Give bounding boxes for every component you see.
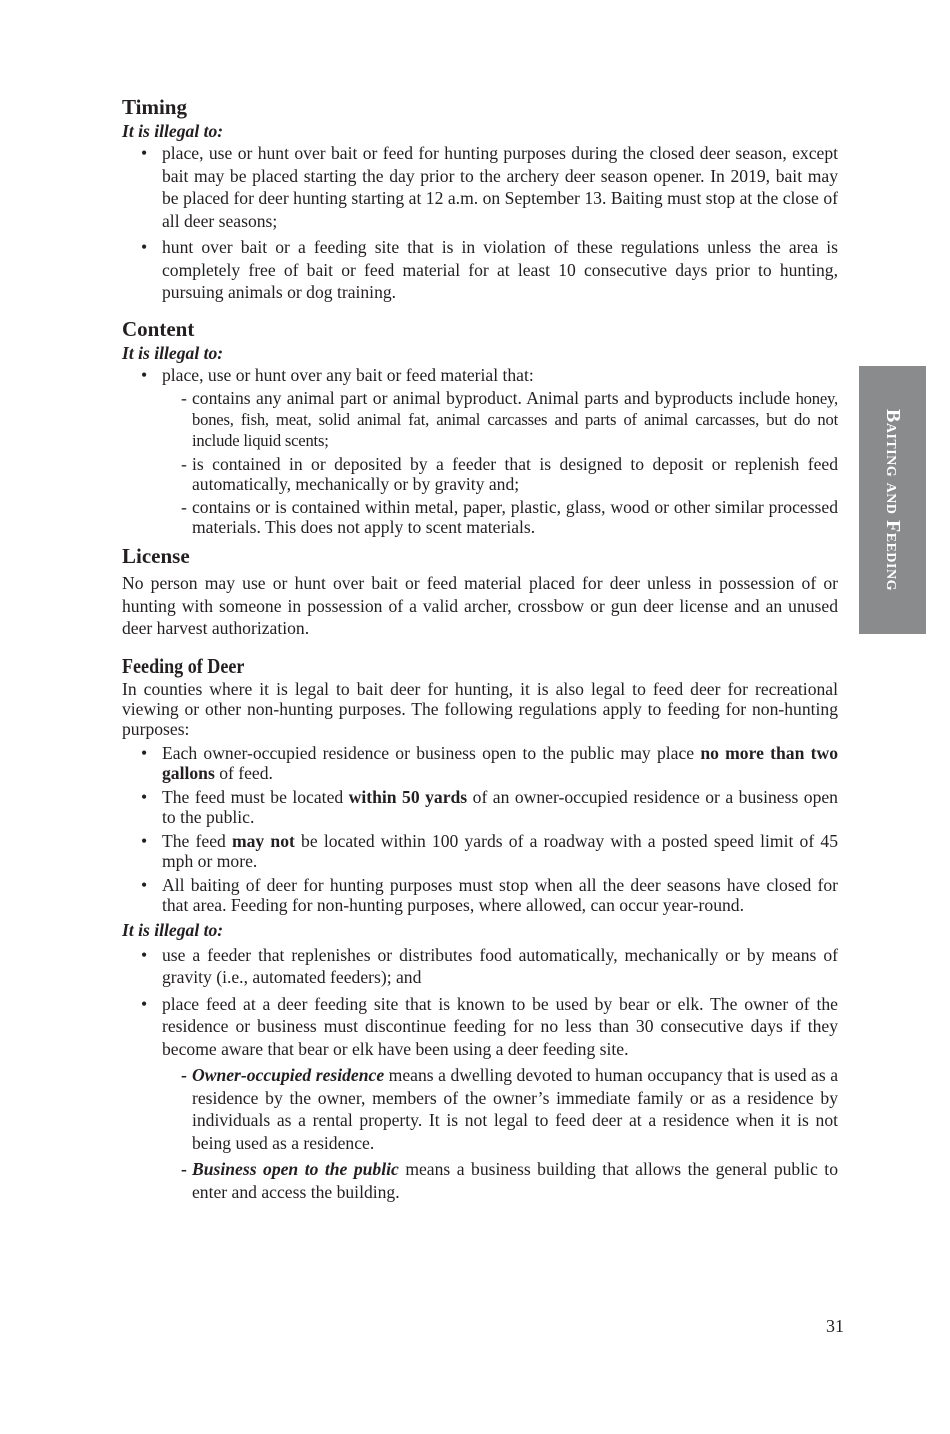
list-item: - contains or is contained within metal, paper, plastic, glass, wood or other similar processed materials. This does not apply to scent materials. [122,497,838,537]
feeding-section [122,653,838,1204]
list-item: • hunt over bait or a feeding site that is in violation of these regulations unless the area is completely free of bait or feed material for at least 10 consecutive days prior to hunting, pursuing animals or dog training. [122,236,838,304]
text: of feed. [214,762,273,783]
emphasis: within 50 yards [348,786,468,807]
license-text: No person may use or hunt over bait or feed material placed for deer unless in possession of or hunting with someone in possession of a valid archer, crossbow or gun deer license and an unused deer harvest authorization. [122,573,838,638]
list-item: • place, use or hunt over bait or feed for hunting purposes during the closed deer season, except bait may be placed starting the day prior to the archery deer season opener. In 2019, bait may be placed for deer hunting starting at 12 a.m. on September 13. Baiting must stop at the close of all deer seasons; [122,142,838,232]
license-heading: License [122,544,190,568]
emphasis: may not [231,830,295,851]
timing-illegal-label: It is illegal to: [122,121,224,141]
definition: means a business building that allows the general public to enter and access the building. [192,1159,838,1202]
page-number: 31 [826,1316,844,1336]
section-side-tab [859,366,926,634]
list-item: • place, use or hunt over any bait or feed material that: [122,364,838,387]
feeding-heading: Feeding of Deer [122,653,245,678]
timing-heading: Timing [122,95,187,119]
list-item [122,1064,838,1154]
list-item [122,743,838,783]
term: Business open to the public [192,1159,399,1179]
list-item: - is contained in or deposited by a feeder that is designed to deposit or replenish feed automatically, mechanically or by gravity and; [122,454,838,494]
content-heading: Content [122,316,195,341]
definition: means a dwelling devoted to human occupancy that is used as a residence by the owner, members of the owner’s immediate family or as a residence by individuals as a rental property. It is not legal to feed deer at a residence when it is not being used as a residence. [192,1065,839,1153]
text: The feed [162,830,232,851]
list-item: • use a feeder that replenishes or distributes food automatically, mechanically or by means of gravity (i.e., automated feeders); and [122,944,838,989]
content-illegal-label: It is illegal to: [122,342,224,363]
feeding-illegal-label: It is illegal to: [122,919,224,940]
feeding-illegal-list [122,944,838,1204]
license-section [122,543,838,640]
list-item [122,787,838,827]
list-item: • place feed at a deer feeding site that is known to be used by bear or elk. The owner of the residence or business must discontinue feeding for no less than 30 consecutive days if they become aware that bear or elk have been using a deer feeding site. [122,993,838,1061]
text: be located within 100 yards of a roadway with a posted speed limit of 45 mph or more. [162,830,838,871]
side-tab-label: Baiting and Feeding [882,409,904,591]
list-item: • All baiting of deer for hunting purposes must stop when all the deer seasons have closed for that area. Feeding for non-hunting purposes, where allowed, can occur year-round. [122,875,838,915]
dash-text-cont: honey, bones, fish, meat, solid animal fat, animal carcasses and parts of animal carcasses, but do not include liquid scents; [192,389,838,450]
feeding-list [122,743,838,915]
timing-list [122,142,838,304]
content-list [122,364,838,538]
timing-section [122,94,838,304]
feeding-intro: In counties where it is legal to bait deer for hunting, it is also legal to feed deer for recreational viewing or other non-hunting purposes. The following regulations apply to feeding for non-hunting purposes: [122,678,838,739]
text: of an owner-occupied residence or a business open to the public. [162,786,838,827]
dash-text: contains any animal part or animal byproduct. Animal parts and byproducts include [192,388,791,408]
text: Each owner-occupied residence or business open to the public may place [162,742,701,763]
list-item [122,388,838,451]
text: The feed must be located [162,786,349,807]
list-item [122,831,838,871]
term: Owner-occupied residence [192,1065,385,1085]
list-item [122,1158,838,1203]
page-content [122,94,838,1207]
emphasis: no more than two gallons [162,742,838,783]
content-section [122,316,838,538]
